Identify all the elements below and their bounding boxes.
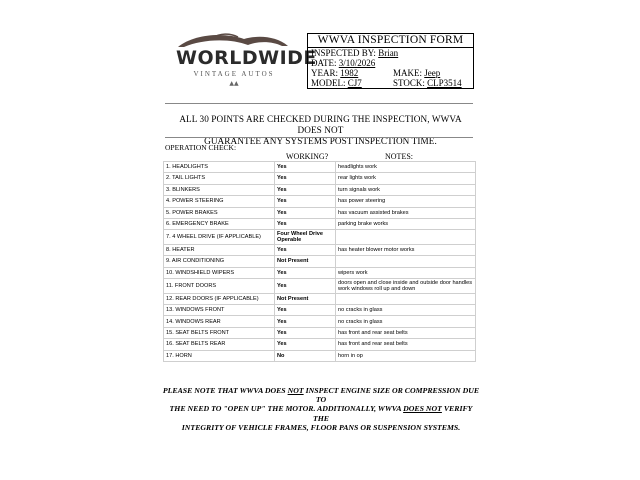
- disclaimer-text: THE NEED TO "OPEN UP" THE MOTOR. ADDITIONALLY, WWVA: [169, 404, 404, 414]
- row-notes: headlights work: [336, 162, 476, 173]
- table-row: [164, 207, 476, 218]
- notice-line-1: ALL 30 POINTS ARE CHECKED DURING THE INSPECTION, WWVA DOES NOT: [179, 114, 462, 135]
- row-working: Yes: [275, 162, 336, 173]
- working-column-header: WORKING?: [286, 152, 329, 161]
- row-notes: [336, 293, 476, 304]
- row-working: Yes: [275, 339, 336, 350]
- row-working: Yes: [275, 305, 336, 316]
- disclaimer-text: PLEASE NOTE THAT WWVA DOES: [162, 386, 288, 395]
- row-notes: no cracks in glass: [336, 305, 476, 316]
- make-label: MAKE:: [393, 68, 422, 78]
- table-row: [164, 350, 476, 361]
- row-working: Yes: [275, 244, 336, 255]
- notes-column-header: NOTES:: [385, 152, 413, 161]
- disclaimer-emphasis: NOT: [287, 386, 304, 395]
- row-item: 12. REAR DOORS (IF APPLICABLE): [164, 293, 275, 304]
- disclaimer-text: INSPECT ENGINE SIZE OR COMPRESSION DUE TO: [303, 386, 480, 405]
- table-row: [164, 184, 476, 195]
- row-item: 13. WINDOWS FRONT: [164, 305, 275, 316]
- table-row: [164, 230, 476, 245]
- make-row: [393, 68, 440, 79]
- row-working: Not Present: [275, 293, 336, 304]
- disclaimer-line-2: [162, 404, 480, 422]
- disclaimer-line-1: [162, 386, 480, 404]
- row-notes: horn in op: [336, 350, 476, 361]
- row-notes: rear lights work: [336, 173, 476, 184]
- row-item: 15. SEAT BELTS FRONT: [164, 327, 275, 338]
- row-item: 11. FRONT DOORS: [164, 279, 275, 294]
- inspected-by-value: Brian: [378, 48, 399, 58]
- row-item: 10. WINDSHIELD WIPERS: [164, 267, 275, 278]
- row-working: Yes: [275, 184, 336, 195]
- row-item: 5. POWER BRAKES: [164, 207, 275, 218]
- row-item: 4. POWER STEERING: [164, 196, 275, 207]
- table-row: [164, 196, 476, 207]
- row-notes: has power steering: [336, 196, 476, 207]
- disclaimer-text: VERIFY THE: [312, 404, 473, 423]
- row-working: Yes: [275, 327, 336, 338]
- logo-wordmark: WORLDWIDE: [176, 47, 317, 69]
- divider-top: [165, 103, 473, 104]
- form-title: WWVA INSPECTION FORM: [308, 34, 473, 48]
- table-row: [164, 173, 476, 184]
- row-item: 9. AIR CONDITIONING: [164, 256, 275, 267]
- stock-value: CLP3514: [427, 78, 462, 88]
- year-label: YEAR:: [311, 68, 338, 78]
- row-item: 7. 4 WHEEL DRIVE (IF APPLICABLE): [164, 230, 275, 245]
- operation-check-label: OPERATION CHECK:: [165, 143, 237, 152]
- date-label: DATE:: [311, 58, 337, 68]
- row-notes: doors open and close inside and outside door handles work windows roll up and down: [336, 279, 476, 294]
- divider-bottom: [165, 137, 473, 138]
- make-value: Jeep: [424, 68, 441, 78]
- operation-check-table: [163, 161, 476, 362]
- stock-label: STOCK:: [393, 78, 425, 88]
- table-row: [164, 256, 476, 267]
- table-row: [164, 218, 476, 229]
- row-notes: [336, 230, 476, 245]
- row-item: 14. WINDOWS REAR: [164, 316, 275, 327]
- stock-row: [393, 78, 462, 89]
- date-value: 3/10/2026: [338, 58, 376, 68]
- row-working: Yes: [275, 218, 336, 229]
- year-value: 1982: [340, 68, 359, 78]
- table-row: [164, 244, 476, 255]
- disclaimer-emphasis: DOES NOT: [403, 404, 442, 414]
- row-item: 1. HEADLIGHTS: [164, 162, 275, 173]
- table-row: [164, 267, 476, 278]
- table-row: [164, 279, 476, 294]
- notice-line-2: GUARANTEE ANY SYSTEMS POST INSPECTION TIME.: [204, 136, 437, 146]
- row-working: Yes: [275, 196, 336, 207]
- year-row: [311, 68, 358, 79]
- row-notes: wipers work: [336, 267, 476, 278]
- row-notes: [336, 256, 476, 267]
- row-working: Four Wheel Drive Operable: [275, 230, 336, 245]
- row-working: Not Present: [275, 256, 336, 267]
- inspected-by-row: [311, 48, 398, 59]
- row-item: 16. SEAT BELTS REAR: [164, 339, 275, 350]
- row-item: 6. EMERGENCY BRAKE: [164, 218, 275, 229]
- row-item: 8. HEATER: [164, 244, 275, 255]
- row-notes: has vacuum assisted brakes: [336, 207, 476, 218]
- disclaimer-line-3: INTEGRITY OF VEHICLE FRAMES, FLOOR PANS OR SUSPENSION SYSTEMS.: [181, 422, 461, 432]
- row-working: Yes: [275, 316, 336, 327]
- row-working: Yes: [275, 279, 336, 294]
- row-working: Yes: [275, 267, 336, 278]
- row-notes: no cracks in glass: [336, 316, 476, 327]
- row-item: 17. HORN: [164, 350, 275, 361]
- table-row: [164, 316, 476, 327]
- model-value: CJ7: [347, 78, 362, 88]
- row-notes: has front and rear seat belts: [336, 327, 476, 338]
- row-working: Yes: [275, 207, 336, 218]
- row-working: No: [275, 350, 336, 361]
- row-notes: parking brake works: [336, 218, 476, 229]
- model-label: MODEL:: [311, 78, 346, 88]
- row-notes: has heater blower motor works: [336, 244, 476, 255]
- table-row: [164, 339, 476, 350]
- date-row: [311, 58, 375, 69]
- logo-tagline: VINTAGE AUTOS: [193, 70, 275, 78]
- row-notes: has front and rear seat belts: [336, 339, 476, 350]
- row-notes: turn signals work: [336, 184, 476, 195]
- table-row: [164, 327, 476, 338]
- disclaimer-footer: [162, 386, 480, 432]
- table-row: [164, 305, 476, 316]
- table-row: [164, 293, 476, 304]
- inspected-by-label: INSPECTED BY:: [311, 48, 376, 58]
- worldwide-vintage-autos-logo: [172, 30, 317, 92]
- row-item: 2. TAIL LIGHTS: [164, 173, 275, 184]
- row-item: 3. BLINKERS: [164, 184, 275, 195]
- row-working: Yes: [275, 173, 336, 184]
- model-row: [311, 78, 362, 89]
- table-row: [164, 162, 476, 173]
- logo-emblem-icon: ▲▲: [229, 80, 239, 87]
- inspection-header-box: [307, 33, 474, 89]
